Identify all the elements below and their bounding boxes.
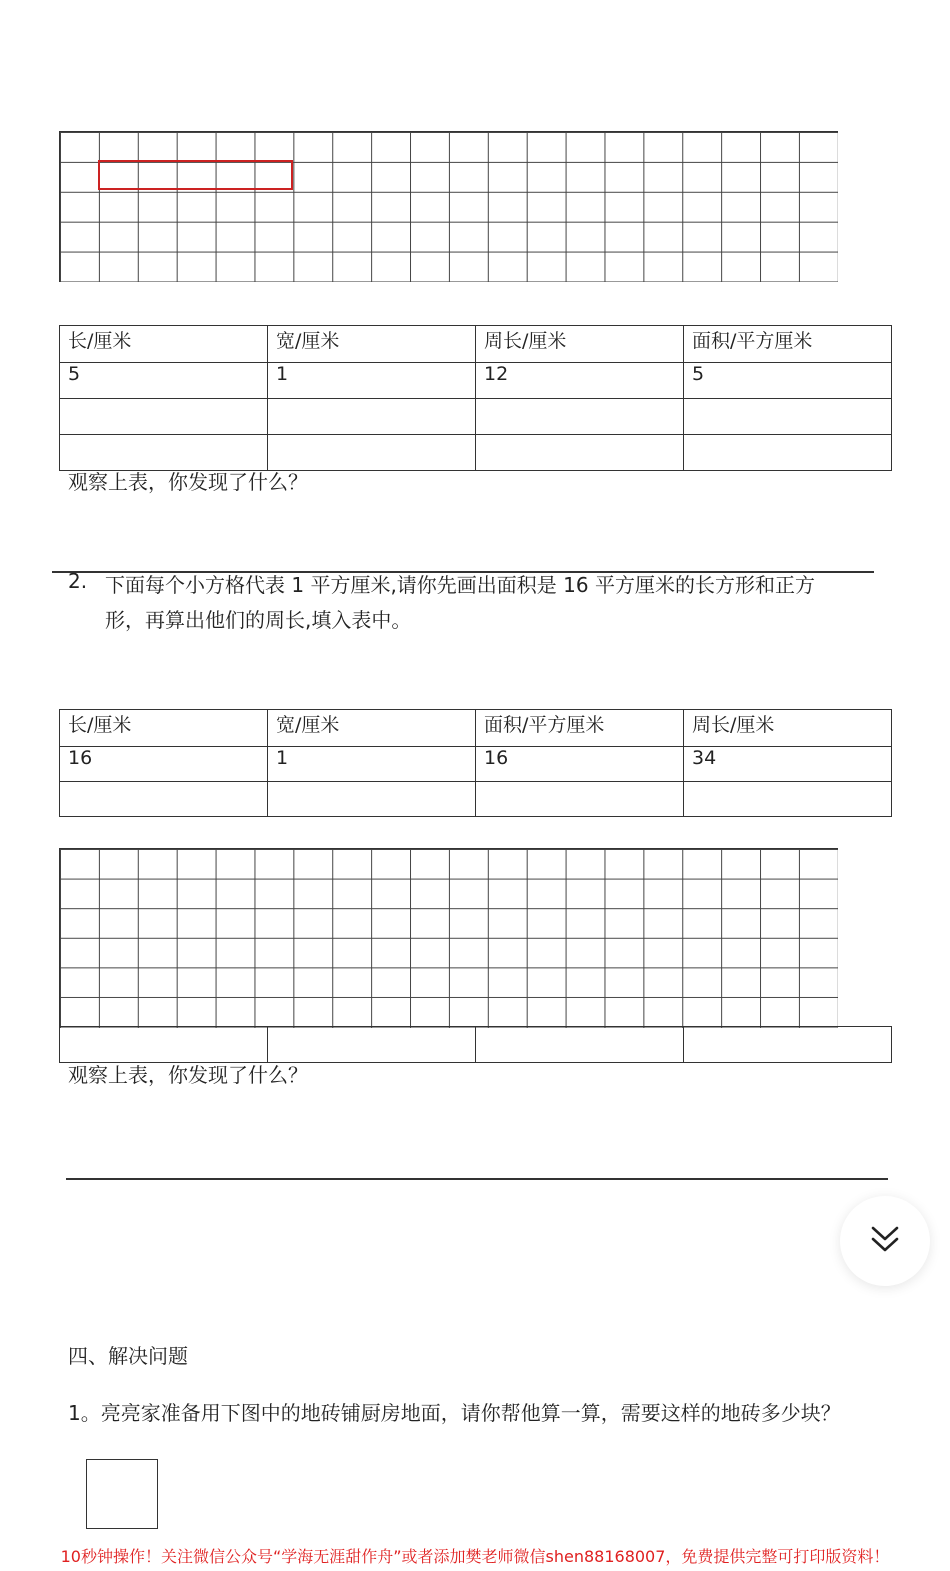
question-2-line-1: 下面每个小方格代表 1 平方厘米,请你先画出面积是 16 平方厘米的长方形和正方 [105,573,815,597]
answer-line[interactable] [66,1178,888,1180]
example-rectangle-5x1 [98,160,293,190]
table-2-blank-cell[interactable] [60,782,268,817]
table-2-cell-length: 16 [60,747,268,782]
drawing-grid-bottom[interactable] [59,848,838,1028]
table-2 [59,709,892,817]
observe-question-1: 观察上表，你发现了什么？ [68,470,308,494]
table-2-cell-width: 1 [268,747,476,782]
footer-promo-text: 10秒钟操作！关注微信公众号“学海无涯甜作舟”或者添加樊老师微信shen88168007，免费提供完整可打印版资料！ [60,1547,890,1566]
table-2-blank-cell[interactable] [60,1027,268,1063]
observe-question-2: 观察上表，你发现了什么？ [68,1063,308,1087]
table-2-header-perimeter: 周长/厘米 [684,710,892,747]
table-2-blank-cell[interactable] [268,782,476,817]
table-1-cell-area: 5 [684,363,892,399]
table-1-blank-cell[interactable] [60,399,268,435]
table-2-header-area: 面积/平方厘米 [476,710,684,747]
table-2-header-width: 宽/厘米 [268,710,476,747]
table-1-blank-cell[interactable] [268,399,476,435]
table-2-header-length: 长/厘米 [60,710,268,747]
drawing-grid-top[interactable] [59,131,838,282]
table-1-header-width: 宽/厘米 [268,326,476,363]
table-1-blank-cell[interactable] [476,399,684,435]
section-4-title: 四、解决问题 [68,1344,188,1368]
table-1-cell-width: 1 [268,363,476,399]
table-2-blank-cell[interactable] [268,1027,476,1063]
table-1-cell-length: 5 [60,363,268,399]
table-1-cell-perimeter: 12 [476,363,684,399]
question-2-number: 2. [68,569,88,593]
table-1-header-area: 面积/平方厘米 [684,326,892,363]
table-2-blank-cell[interactable] [476,782,684,817]
table-2-blank-cell[interactable] [476,1027,684,1063]
table-1-blank-cell[interactable] [684,435,892,471]
table-2-cell-area: 16 [476,747,684,782]
floor-tile-square [86,1459,158,1529]
scroll-down-button[interactable] [840,1196,930,1286]
table-2-blank-cell[interactable] [684,1027,892,1063]
table-1-header-perimeter: 周长/厘米 [476,326,684,363]
table-1-header-length: 长/厘米 [60,326,268,363]
table-1 [59,325,892,471]
table-2-cell-perimeter: 34 [684,747,892,782]
table-1-blank-cell[interactable] [684,399,892,435]
table-2-continued [59,1026,892,1063]
table-2-blank-cell[interactable] [684,782,892,817]
question-2-line-2: 形，再算出他们的周长,填入表中。 [105,608,412,632]
section-4-question-1: 1。亮亮家准备用下图中的地砖铺厨房地面，请你帮他算一算，需要这样的地砖多少块？ [68,1401,841,1425]
table-1-blank-cell[interactable] [476,435,684,471]
double-chevron-down-icon [868,1222,902,1260]
